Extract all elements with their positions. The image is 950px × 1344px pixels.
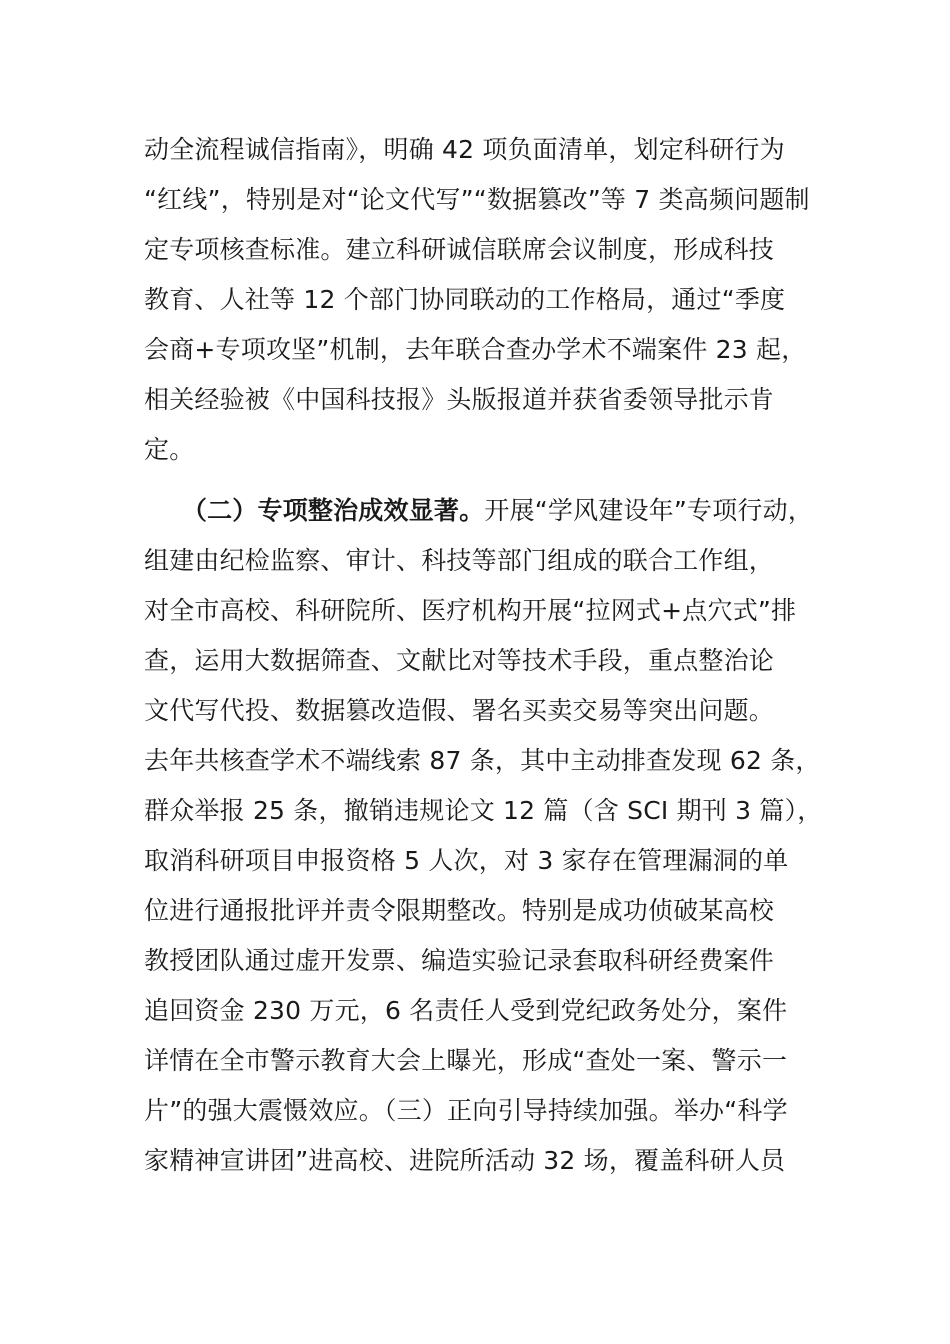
text-line-first xyxy=(144,486,844,536)
text-line: 追回资金 230 万元，6 名责任人受到党纪政务处分，案件 xyxy=(144,996,788,1025)
text-line: 教授团队通过虚开发票、编造实验记录套取科研经费案件 xyxy=(144,946,775,975)
text-line: 组建由纪检监察、审计、科技等部门组成的联合工作组， xyxy=(144,546,775,575)
text-line: 取消科研项目申报资格 5 人次，对 3 家存在管理漏洞的单 xyxy=(144,846,789,875)
paragraph-special-rectification xyxy=(144,486,844,1186)
first-line-text: 开展“学风建设年”专项行动， xyxy=(484,496,814,525)
text-line: 相关经验被《中国科技报》头版报道并获省委领导批示肯 xyxy=(144,385,775,414)
text-line: 去年共核查学术不端线索 87 条，其中主动排查发现 62 条， xyxy=(144,746,821,775)
text-line: 群众举报 25 条，撤销违规论文 12 篇（含 SCI 期刊 3 篇）， xyxy=(144,796,823,825)
text-line: 文代写代投、数据篡改造假、署名买卖交易等突出问题。 xyxy=(144,696,775,725)
section-heading: （二）专项整治成效显著。 xyxy=(194,496,485,525)
text-line: 片”的强大震慑效应。（三）正向引导持续加强。举办“科学 xyxy=(144,1096,788,1125)
text-line: 详情在全市警示教育大会上曝光，形成“查处一案、警示一 xyxy=(144,1046,788,1075)
text-line: “红线”，特别是对“论文代写”“数据篡改”等 7 类高频问题制 xyxy=(144,185,810,214)
text-line: 位进行通报批评并责令限期整改。特别是成功侦破某高校 xyxy=(144,896,775,925)
paragraph-integrity-guidelines xyxy=(144,125,844,475)
paragraph-indent xyxy=(144,496,194,525)
text-line: 对全市高校、科研院所、医疗机构开展“拉网式+点穴式”排 xyxy=(144,596,797,625)
text-line: 家精神宣讲团”进高校、进院所活动 32 场，覆盖科研人员 xyxy=(144,1146,786,1175)
text-line: 定专项核查标准。建立科研诚信联席会议制度，形成科技 xyxy=(144,235,775,264)
text-line: 会商+专项攻坚”机制，去年联合查办学术不端案件 23 起， xyxy=(144,335,807,364)
text-line: 教育、人社等 12 个部门协同联动的工作格局，通过“季度 xyxy=(144,285,786,314)
text-line: 查，运用大数据筛查、文献比对等技术手段，重点整治论 xyxy=(144,646,775,675)
text-line: 动全流程诚信指南》，明确 42 项负面清单，划定科研行为 xyxy=(144,135,785,164)
text-line: 定。 xyxy=(144,435,195,464)
